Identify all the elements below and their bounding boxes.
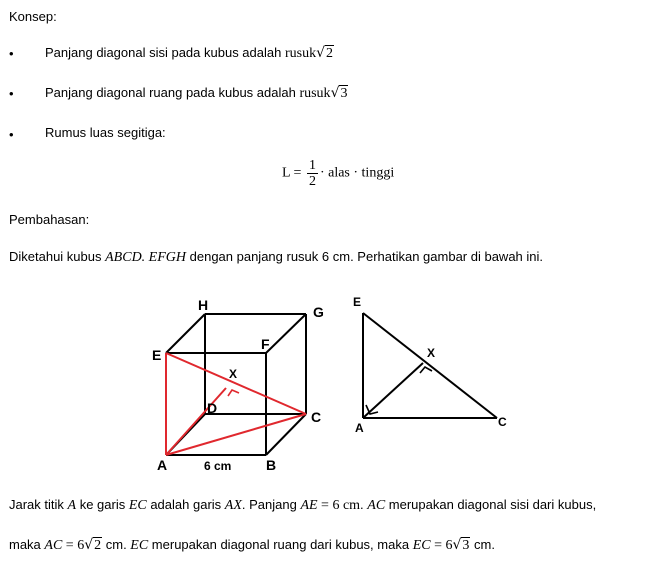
bullet-text: Panjang diagonal ruang pada kubus adalah xyxy=(45,85,300,100)
math-cube-name: ABCD. EFGH xyxy=(105,250,187,265)
math-AX: AX xyxy=(224,498,242,513)
label-F: F xyxy=(261,336,270,352)
line-AX xyxy=(166,388,226,455)
math-AE: AE xyxy=(300,498,318,513)
sqrt-2: √2 xyxy=(316,45,334,61)
label-edge-length: 6 cm xyxy=(204,459,232,473)
label-H: H xyxy=(198,297,209,313)
math-eq: = 6 xyxy=(430,538,453,553)
right-angle-mark xyxy=(228,390,239,396)
bullet-text: Panjang diagonal sisi pada kubus adalah xyxy=(45,45,285,60)
edge-FG xyxy=(266,314,306,353)
math-rusuk: rusuk xyxy=(299,86,331,101)
formula-eq: = xyxy=(293,165,302,181)
tri-label-X: X xyxy=(427,346,436,360)
sqrt-radicand: 3 xyxy=(462,538,470,553)
label-B: B xyxy=(266,457,277,473)
line-text: cm. xyxy=(470,537,495,552)
math-AC: AC xyxy=(367,498,386,513)
label-X: X xyxy=(229,367,238,381)
sqrt-radicand: 2 xyxy=(326,46,334,61)
line-text: adalah garis xyxy=(146,497,225,512)
math-eq: = 6 xyxy=(62,538,85,553)
tri-label-A: A xyxy=(355,421,364,435)
fraction-num: 1 xyxy=(308,158,316,173)
sqrt-3: √3 xyxy=(452,537,470,553)
line-text: ke garis xyxy=(76,497,129,512)
tri-right-angle-x xyxy=(420,367,432,373)
label-A: A xyxy=(157,457,168,473)
tri-edge-AX xyxy=(363,363,423,418)
line-text: Jarak titik xyxy=(9,497,68,512)
tri-label-C: C xyxy=(498,415,507,429)
label-C: C xyxy=(311,409,322,425)
line-text: cm. xyxy=(102,537,131,552)
math-EC: EC xyxy=(128,498,147,513)
edge-EH xyxy=(166,314,205,353)
line-maka xyxy=(9,537,495,554)
line-text: dengan panjang rusuk 6 cm. Perhatikan gambar di bawah ini. xyxy=(186,249,544,264)
bullet-dot: • xyxy=(9,86,14,101)
formula-lhs: L xyxy=(282,165,291,181)
math-rusuk: rusuk xyxy=(284,46,317,61)
sqrt-radicand: 2 xyxy=(94,538,102,553)
label-D: D xyxy=(207,400,218,416)
line-text: maka xyxy=(9,537,45,552)
math-EC: EC xyxy=(130,538,149,553)
bullet-dot: • xyxy=(9,46,14,61)
math-A: A xyxy=(67,498,77,513)
heading-konsep: Konsep: xyxy=(9,9,57,24)
line-text: Diketahui kubus xyxy=(9,249,106,264)
line-text: merupakan diagonal sisi dari kubus, xyxy=(385,497,597,512)
line-text: merupakan diagonal ruang dari kubus, maka xyxy=(148,537,413,552)
tri-edge-EC xyxy=(363,313,497,418)
sqrt-2: √2 xyxy=(84,537,102,553)
math-eq: = 6 cm xyxy=(317,498,361,513)
label-G: G xyxy=(313,304,324,320)
line-text: . xyxy=(360,497,368,512)
heading-pembahasan: Pembahasan: xyxy=(9,212,90,227)
label-E: E xyxy=(152,347,162,363)
formula-rhs: · alas · tinggi xyxy=(319,165,395,181)
bullet-dot: • xyxy=(9,127,14,142)
math-EC: EC xyxy=(412,538,431,553)
line-text: . Panjang xyxy=(241,497,301,512)
math-AC: AC xyxy=(44,538,63,553)
line-jarak xyxy=(9,497,596,514)
fraction-den: 2 xyxy=(308,174,316,189)
sqrt-3: √3 xyxy=(330,85,348,101)
line-EC xyxy=(166,353,306,414)
tri-label-E: E xyxy=(353,295,362,309)
bullet-rumus: Rumus luas segitiga: xyxy=(45,125,166,140)
sqrt-radicand: 3 xyxy=(340,86,348,101)
